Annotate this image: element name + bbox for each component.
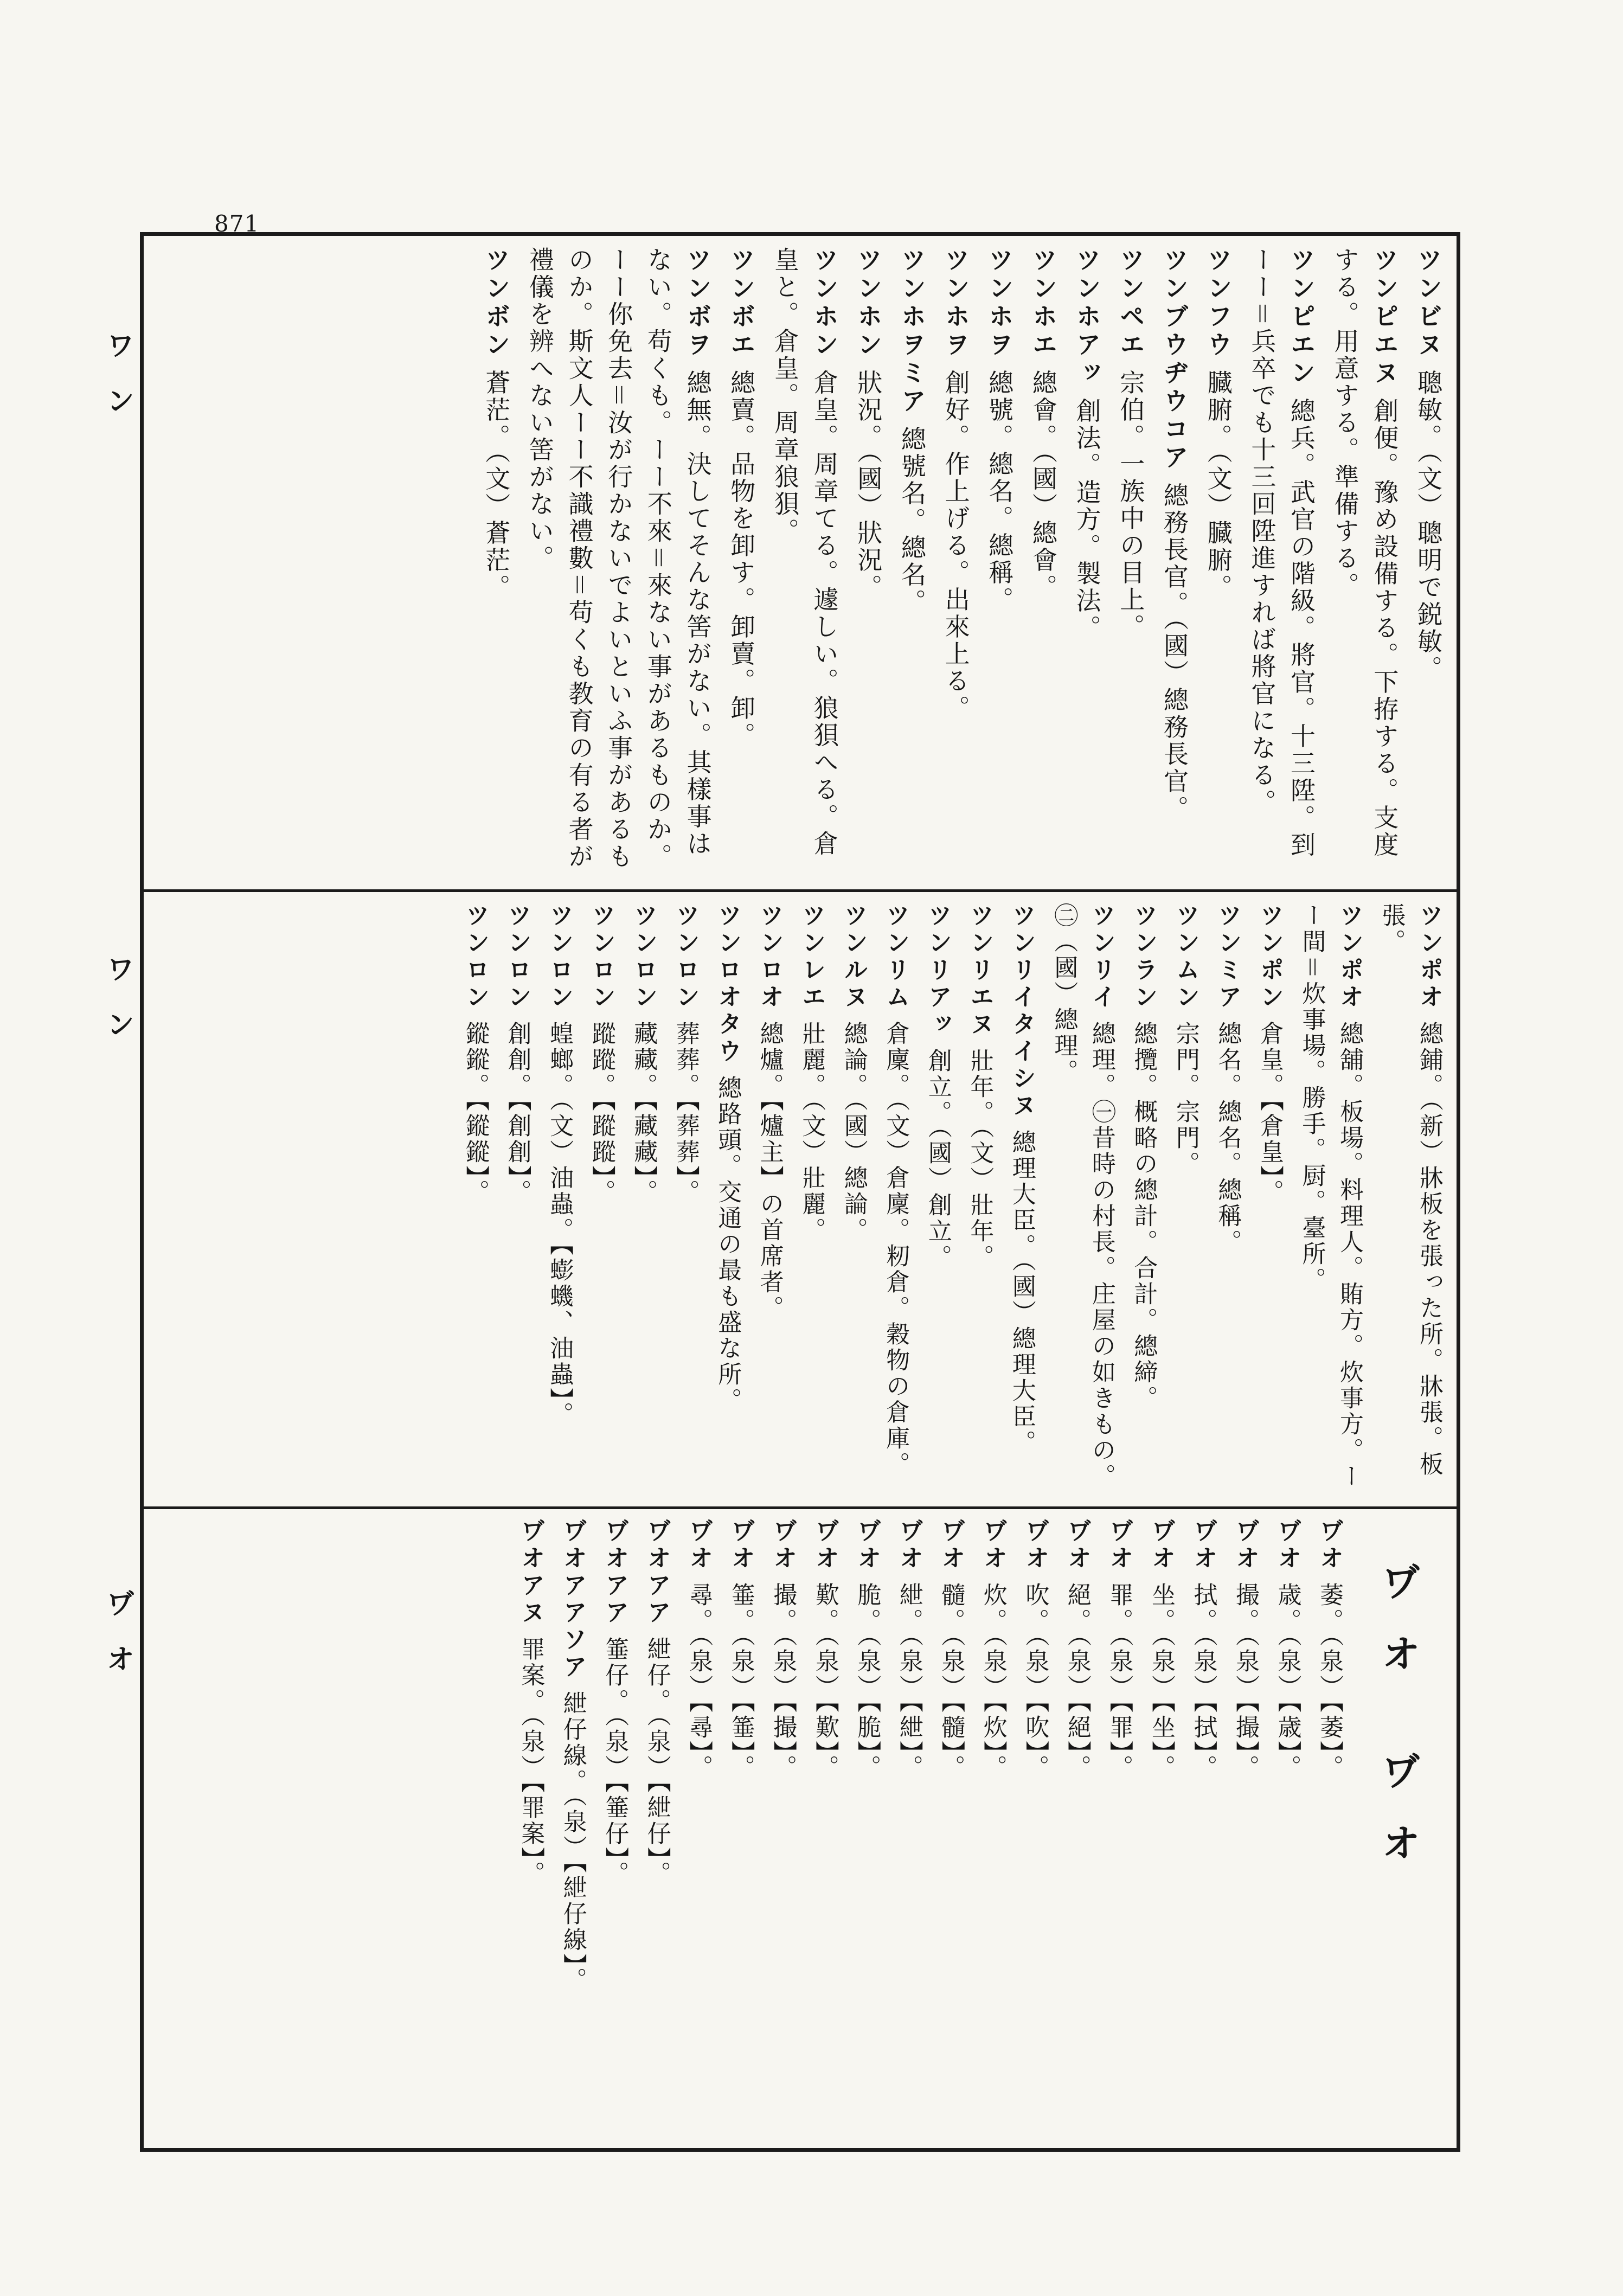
dictionary-entry — [1198, 247, 1238, 601]
entry-headword: ヷオアアソア — [559, 1518, 587, 1681]
dictionary-entry — [936, 247, 976, 722]
entry-definition: 總理。㊀昔時の村長。庄屋の如きもの。㊁（國）總理。 — [1050, 903, 1115, 1490]
entry-headword: ツンラン — [1130, 903, 1158, 1011]
entry-definition: 壯年。（文）壯年。 — [966, 1048, 994, 1271]
entry-definition: 宗伯。一族中の目上。 — [1116, 369, 1146, 641]
entry-headword: ツンホヲ — [985, 247, 1015, 360]
margin-index-kana: ワ ン — [101, 954, 134, 1047]
entry-headword: ツンロン — [461, 903, 490, 1011]
dictionary-section-bottom — [157, 1518, 1448, 2142]
entry-definition: 罪。（泉）【罪】。 — [1105, 1582, 1133, 1781]
dictionary-entry — [1325, 247, 1404, 881]
entry-definition: 總兵。武官の階級。將官。十三陞。到ーー＝兵卒でも十三回陞進すれば將官になる。 — [1247, 247, 1316, 859]
entry-headword: ツンリイ — [1087, 903, 1115, 1011]
entry-headword: ヷオアア — [601, 1518, 629, 1627]
entry-definition: 葬葬。【葬葬】。 — [671, 1021, 700, 1205]
entry-headword: ヷオアア — [643, 1518, 671, 1627]
dictionary-entry — [512, 1518, 550, 1887]
entry-definition: 炊。（泉）【炊】。 — [979, 1582, 1007, 1781]
entry-headword: ツンリアッ — [923, 903, 952, 1038]
entry-definition: 吹。（泉）【吹】。 — [1021, 1582, 1049, 1781]
dictionary-entry — [1058, 1518, 1096, 1781]
entry-headword: ヷオ — [1021, 1518, 1049, 1573]
dictionary-entry — [722, 1518, 760, 1781]
dictionary-entry — [498, 903, 536, 1205]
dictionary-entry — [1100, 1518, 1138, 1781]
entry-definition: 蹤蹤。【蹤蹤】。 — [587, 1021, 615, 1205]
dictionary-entry — [919, 903, 957, 1271]
entry-headword: ツンホヲミア — [897, 247, 927, 416]
entry-definition: 藏藏。【藏藏】。 — [630, 1021, 658, 1205]
margin-index-kana: ヷ オ — [101, 1589, 134, 1682]
entry-definition: 紲仔線。（泉）【紲仔線】。 — [559, 1691, 587, 1993]
dictionary-entry — [892, 247, 932, 616]
entry-definition: 創便。豫め設備する。下拵する。支度する。用意する。準備する。 — [1330, 247, 1400, 859]
entry-definition: 總舖。板場。料理人。賄方。炊事方。ーー間＝炊事場。勝手。厨。臺所。 — [1298, 903, 1363, 1490]
entry-definition: 歳。（泉）【歳】。 — [1273, 1582, 1301, 1781]
dictionary-entry — [541, 903, 579, 1428]
entry-definition: 蒼茫。（文）蒼茫。 — [482, 369, 511, 601]
entry-headword: ヷオ — [979, 1518, 1007, 1573]
dictionary-entry — [1184, 1518, 1222, 1781]
entry-definition: 倉皇。【倉皇】。 — [1255, 1021, 1284, 1205]
entry-definition: 鏦鏦。【鏦鏦】。 — [461, 1021, 490, 1205]
entry-headword: ツンロオタウ — [714, 903, 742, 1066]
dictionary-entry — [1003, 903, 1041, 1456]
entry-definition: 總務長官。（國）總務長官。 — [1159, 482, 1189, 823]
entry-headword: ツンホン — [854, 247, 883, 360]
dictionary-entry — [1226, 1518, 1264, 1781]
entry-headword: ヷオ — [1273, 1518, 1301, 1573]
dictionary-entry — [1125, 903, 1163, 1412]
entry-headword: ヷオ — [937, 1518, 965, 1573]
entry-headword: ツンポオ — [1415, 903, 1443, 1011]
entry-definition: 總理大臣。（國）總理大臣。 — [1008, 1130, 1036, 1456]
entry-definition: 創好。作上げる。出來上る。 — [941, 369, 971, 722]
dictionary-entry — [582, 903, 620, 1205]
entry-definition: 髓。（泉）【髓】。 — [937, 1582, 965, 1781]
entry-definition: 聰敏。（文）聰明で鋭敏。 — [1414, 369, 1443, 683]
entry-definition: 紲仔。（泉）【紲仔】。 — [643, 1637, 671, 1887]
entry-definition: 總論。（國）總論。 — [839, 1021, 868, 1243]
entry-definition: 撮。（泉）【撮】。 — [1231, 1582, 1259, 1781]
dictionary-entry — [1067, 247, 1107, 642]
entry-headword: ヷオ — [1316, 1518, 1343, 1573]
dictionary-entry — [596, 1518, 634, 1887]
entry-headword: ツンペエ — [1116, 247, 1146, 360]
entry-definition: 脆。（泉）【脆】。 — [853, 1582, 881, 1781]
entry-definition: 箠仔。（泉）【箠仔】。 — [601, 1637, 629, 1887]
dictionary-entry — [709, 903, 747, 1414]
dictionary-entry — [961, 903, 999, 1271]
entry-headword: ヷオ — [1063, 1518, 1091, 1573]
dictionary-entry — [477, 247, 516, 601]
entry-headword: ツンリム — [882, 903, 910, 1011]
dictionary-entry — [1310, 1518, 1348, 1781]
entry-headword: ツンホアッ — [1072, 247, 1102, 388]
dictionary-entry — [890, 1518, 928, 1781]
entry-headword: ツンボエ — [727, 247, 756, 360]
entry-headword: ヷオ — [853, 1518, 881, 1573]
entry-headword: ツンリイタイシヌ — [1008, 903, 1036, 1120]
entry-definition: 倉廩。（文）倉廩。籾倉。穀物の倉庫。 — [882, 1021, 910, 1478]
entry-headword: ツンボン — [482, 247, 511, 360]
entry-definition: 尋。（泉）【尋】。 — [685, 1582, 713, 1781]
dictionary-entry — [1250, 903, 1288, 1205]
dictionary-entry — [806, 1518, 844, 1781]
dictionary-entry — [1016, 1518, 1054, 1781]
entry-definition: 創法。造方。製法。 — [1072, 397, 1102, 642]
dictionary-entry — [1209, 903, 1247, 1255]
entry-headword: ツンロン — [503, 903, 531, 1011]
entry-headword: ヷオ — [895, 1518, 923, 1573]
entry-headword: ヷオ — [1231, 1518, 1259, 1573]
dictionary-entry — [625, 903, 663, 1205]
section-divider — [140, 1506, 1460, 1509]
dictionary-entry — [877, 903, 915, 1478]
entry-headword: ヷオ — [769, 1518, 797, 1573]
entry-definition: 總路頭。交通の最も盛な所。 — [714, 1075, 742, 1414]
entry-headword: ツンロン — [630, 903, 658, 1011]
dictionary-entry — [835, 903, 873, 1243]
entry-definition: 蝗螂。（文）油蟲。【蟛蟣、油蟲】。 — [546, 1021, 574, 1428]
dictionary-entry — [554, 1518, 592, 1993]
entry-headword: ヷオ — [1189, 1518, 1217, 1573]
dictionary-entry — [1023, 247, 1063, 601]
entry-definition: 萎。（泉）【萎】。 — [1316, 1582, 1343, 1781]
entry-headword: ツンレエ — [798, 903, 826, 1011]
entry-definition: 拭。（泉）【拭】。 — [1189, 1582, 1217, 1781]
entry-definition: 總號名。總名。 — [897, 426, 927, 616]
entry-headword: ツンフウ — [1203, 247, 1233, 360]
dictionary-entry — [1142, 1518, 1180, 1781]
dictionary-section-middle — [157, 903, 1448, 1499]
entry-headword: ヷオ — [685, 1518, 713, 1573]
entry-headword: ヷオ — [811, 1518, 839, 1573]
section-divider — [140, 889, 1460, 892]
entry-definition: 總攬。概略の總計。合計。總締。 — [1130, 1021, 1158, 1412]
entry-definition: 箠。（泉）【箠】。 — [727, 1582, 755, 1781]
entry-definition: 狀況。（國）狀況。 — [854, 369, 883, 601]
entry-definition: 撮。（泉）【撮】。 — [769, 1582, 797, 1781]
entry-definition: 宗門。宗門。 — [1171, 1021, 1199, 1177]
entry-headword: ツンロン — [546, 903, 574, 1011]
entry-definition: 倉皇。周章てる。遽しい。狼狽へる。倉皇と。倉皇。周章狼狽。 — [770, 247, 839, 858]
dictionary-entry — [638, 1518, 676, 1887]
dictionary-entry — [765, 247, 844, 881]
page-number: 871 — [214, 210, 260, 237]
entry-definition: 紲。（泉）【紲】。 — [895, 1582, 923, 1781]
entry-definition: 壯麗。（文）壯麗。 — [798, 1021, 826, 1243]
entry-definition: 總會。（國）總會。 — [1028, 369, 1058, 601]
dictionary-entry — [980, 247, 1019, 614]
dictionary-entry — [932, 1518, 970, 1781]
entry-definition: 總賣。品物を卸す。卸賣。卸。 — [727, 369, 756, 749]
entry-headword: ツンロン — [587, 903, 615, 1011]
dictionary-entry — [1242, 247, 1321, 881]
entry-headword: ツンビヌ — [1414, 247, 1443, 360]
entry-headword: ツンブウヂウコア — [1159, 247, 1189, 472]
entry-definition: 罪案。（泉）【罪案】。 — [517, 1637, 545, 1887]
dictionary-entry — [750, 903, 788, 1322]
entry-headword: ヷオ — [727, 1518, 755, 1573]
dictionary-entry — [1045, 903, 1120, 1499]
dictionary-entry — [1268, 1518, 1306, 1781]
dictionary-section-top — [157, 247, 1448, 881]
dictionary-entry — [848, 1518, 886, 1781]
entry-definition: 總爐。【爐主】の首席者。 — [755, 1021, 784, 1322]
dictionary-entry — [1293, 903, 1368, 1499]
entry-headword: ツンピエン — [1286, 247, 1316, 388]
entry-headword: ツンホエ — [1028, 247, 1058, 360]
entry-headword: ツンホン — [810, 247, 839, 360]
entry-definition: 創立。（國）創立。 — [923, 1048, 952, 1271]
entry-definition: 歎。（泉）【歎】。 — [811, 1582, 839, 1781]
entry-headword: ツンロン — [671, 903, 700, 1011]
entry-definition: 總名。總名。總稱。 — [1214, 1021, 1242, 1255]
dictionary-entry — [793, 903, 831, 1243]
entry-headword: ツンロオ — [755, 903, 784, 1011]
entry-headword: ツンポオ — [1335, 903, 1363, 1011]
entry-headword: ツンリエヌ — [966, 903, 994, 1038]
entry-definition: 總號。總名。總稱。 — [985, 369, 1015, 614]
entry-headword: ツンミア — [1214, 903, 1242, 1011]
section-heading: ヷオ ヷオ — [1375, 1562, 1421, 1895]
entry-headword: ツンボヲ — [683, 247, 713, 360]
entry-definition: 臓腑。（文）臓腑。 — [1203, 369, 1233, 601]
dictionary-entry — [1111, 247, 1151, 641]
dictionary-entry — [457, 903, 495, 1205]
entry-headword: ツンムン — [1171, 903, 1199, 1011]
entry-headword: ヷオ — [1105, 1518, 1133, 1573]
entry-definition: 創創。【創創】。 — [503, 1021, 531, 1205]
dictionary-entry — [1408, 247, 1448, 683]
entry-headword: ヷオアヌ — [517, 1518, 545, 1627]
dictionary-entry — [1372, 903, 1448, 1499]
dictionary-entry — [680, 1518, 718, 1781]
entry-headword: ツンポン — [1255, 903, 1284, 1011]
entry-definition: 絕。（泉）【絕】。 — [1063, 1582, 1091, 1781]
dictionary-entry — [1154, 247, 1194, 823]
entry-headword: ツンピエヌ — [1370, 247, 1400, 388]
dictionary-entry — [666, 903, 704, 1205]
entry-definition: 總鋪。（新）牀板を張った所。牀張。板張。 — [1377, 903, 1443, 1478]
entry-headword: ツンホヲ — [941, 247, 971, 360]
dictionary-entry — [1166, 903, 1204, 1177]
dictionary-entry — [520, 247, 717, 881]
entry-headword: ツンルヌ — [839, 903, 868, 1011]
entry-definition: 總無。決してそんな筈がない。其樣事はない。苟くも。ーー不來＝來ない事があるものか。ーー你免去＝汝が行かないでよいといふ事があるものか。斯文人ーー不識禮數＝苟くも教育の有る者が禮儀を辨へない筈がない。 — [525, 247, 713, 870]
dictionary-entry — [974, 1518, 1012, 1781]
entry-headword: ヷオ — [1147, 1518, 1175, 1573]
dictionary-entry — [722, 247, 761, 749]
entry-definition: 坐。（泉）【坐】。 — [1147, 1582, 1175, 1781]
dictionary-entry — [849, 247, 888, 601]
margin-index-kana: ワ ン — [101, 331, 134, 424]
dictionary-entry — [764, 1518, 802, 1781]
